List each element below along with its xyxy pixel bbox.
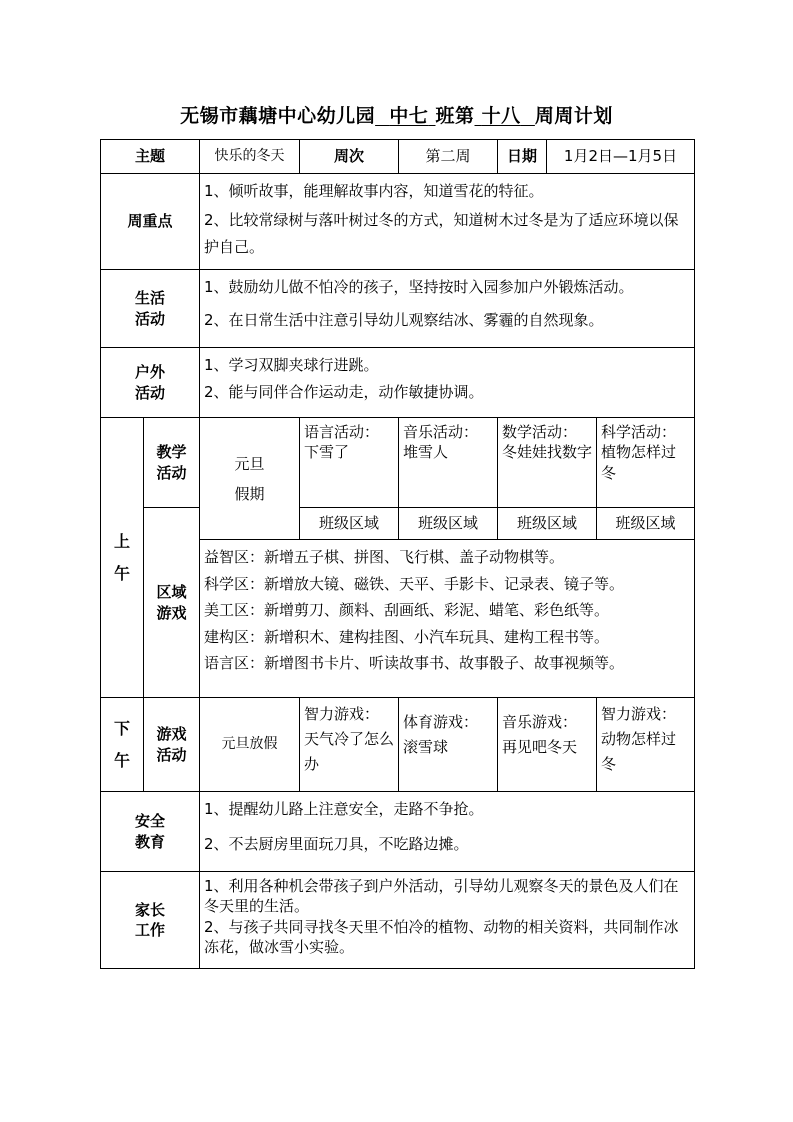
life-item: 2、在日常生活中注意引导幼儿观察结冰、雾霾的自然现象。 [204,310,604,329]
date-value: 1月2日—1月5日 [563,147,678,166]
afternoon-game-thu: 智力游戏： 动物怎样过冬 [597,698,695,792]
parents-label: 家长 工作 [101,872,200,969]
safety-item: 1、提醒幼儿路上注意安全，走路不争抢。 [204,800,484,818]
area-item: 语言区：新增图书卡片、听读故事书、故事骰子、故事视频等。 [204,654,625,672]
outdoor-content [200,348,695,418]
class-area-cell: 班级区域 [399,508,498,540]
area-item: 建构区：新增积木、建构挂图、小汽车玩具、建构工程书等。 [204,627,610,646]
area-games-label: 区域 游戏 [144,508,200,698]
date-cell [498,140,695,174]
class-area-row [101,508,695,540]
title-suffix: 周周计划 [534,105,613,127]
focus-item: 2、比较常绿树与落叶树过冬的方式，知道树木过冬是为了适应环境以保护自己。 [204,210,679,257]
teaching-label: 教学 活动 [144,418,200,508]
area-item: 益智区：新增五子棋、拼图、飞行棋、盖子动物棋等。 [204,548,565,566]
outdoor-item: 1、学习双脚夹球行进跳。 [204,356,379,374]
class-name: 中七 [389,105,429,127]
parents-row [101,872,695,969]
outdoor-item: 2、能与同伴合作运动走，动作敏捷协调。 [204,382,484,401]
afternoon-game-wed: 音乐游戏： 再见吧冬天 [498,698,597,792]
class-area-cell: 班级区域 [300,508,399,540]
afternoon-holiday: 元旦放假 [200,698,300,792]
focus-label: 周重点 [101,174,200,270]
afternoon-game-mon: 智力游戏： 天气冷了怎么办 [300,698,399,792]
focus-content [200,174,695,270]
area-item: 美工区：新增剪刀、颜料、刮画纸、彩泥、蜡笔、彩色纸等。 [204,601,610,619]
morning-label: 上 午 [101,418,144,698]
life-label: 生活 活动 [101,270,200,348]
class-area-cell: 班级区域 [498,508,597,540]
theme-label: 主题 [101,140,200,174]
focus-row [101,174,695,270]
afternoon-game-tue: 体育游戏： 滚雪球 [399,698,498,792]
teaching-activity-thu: 科学活动： 植物怎样过冬 [597,418,695,508]
safety-row [101,792,695,872]
parents-item: 2、与孩子共同寻找冬天里不怕冷的植物、动物的相关资料，共同制作冰冻花，做冰雪小实验。 [204,918,679,956]
safety-item: 2、不去厨房里面玩刀具，不吃路边摊。 [204,834,469,853]
page-title [0,101,793,128]
morning-teaching-row [101,418,695,508]
parents-content [200,872,695,969]
week-value: 第二周 [399,140,498,174]
area-item: 科学区：新增放大镜、磁铁、天平、手影卡、记录表、镜子等。 [204,574,625,593]
life-item: 1、鼓励幼儿做不怕冷的孩子，坚持按时入园参加户外锻炼活动。 [204,278,634,296]
teaching-activity-wed: 数学活动： 冬娃娃找数字 [498,418,597,508]
area-games-content [200,540,695,698]
class-suffix: 班第 [435,105,475,127]
date-label: 日期 [498,140,547,173]
safety-label: 安全 教育 [101,792,200,872]
games-label: 游戏 活动 [144,698,200,792]
teaching-holiday: 元旦 假期 [200,418,300,540]
class-area-cell: 班级区域 [597,508,695,540]
header-row [101,140,695,174]
life-row [101,270,695,348]
teaching-activity-tue: 音乐活动： 堆雪人 [399,418,498,508]
focus-item: 1、倾听故事，能理解故事内容，知道雪花的特征。 [204,182,544,200]
outdoor-label: 户外 活动 [101,348,200,418]
theme-value: 快乐的冬天 [200,140,300,174]
week-label: 周次 [300,140,399,174]
afternoon-label: 下 午 [101,698,144,792]
school-name: 无锡市藕塘中心幼儿园 [180,105,376,127]
safety-content [200,792,695,872]
week-number: 十八 [481,105,521,127]
parents-item: 1、利用各种机会带孩子到户外活动，引导幼儿观察冬天的景色及人们在冬天里的生活。 [204,877,679,915]
outdoor-row [101,348,695,418]
teaching-activity-mon: 语言活动： 下雪了 [300,418,399,508]
weekly-plan-table [100,139,695,969]
life-content [200,270,695,348]
afternoon-row [101,698,695,792]
